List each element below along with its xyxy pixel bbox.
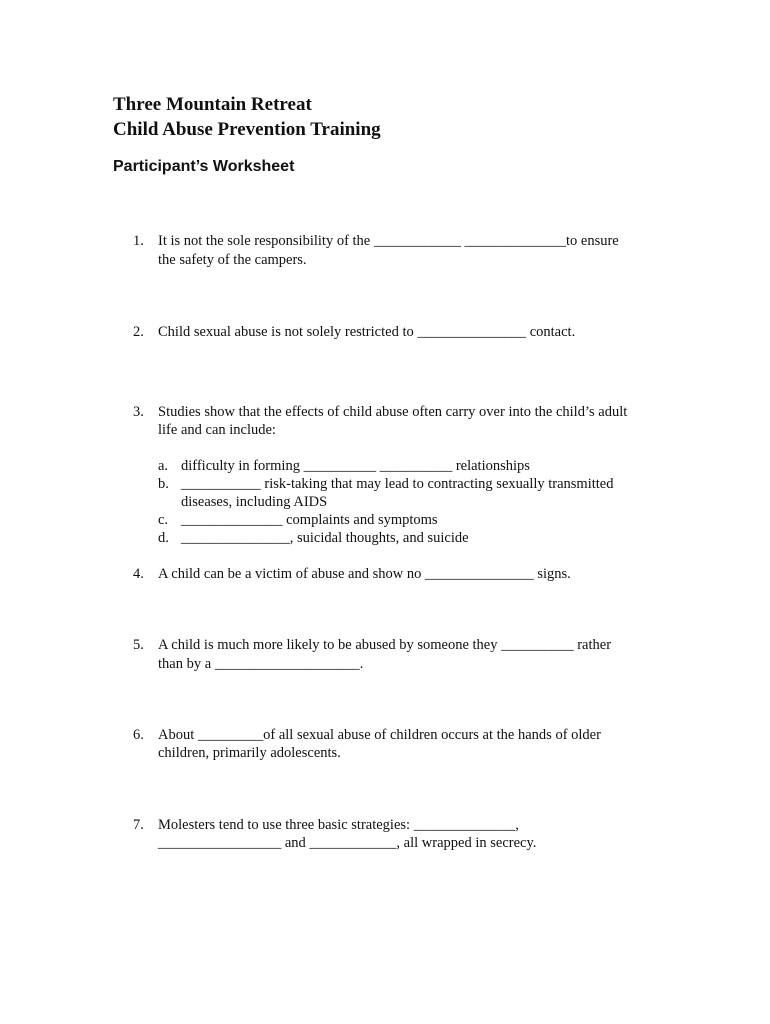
sub-item-label: c.: [158, 512, 169, 528]
question-5: [133, 636, 673, 676]
document-title-line-1: Three Mountain Retreat: [113, 94, 312, 115]
question-text-line: children, primarily adolescents.: [158, 745, 341, 761]
question-number: 3.: [133, 404, 144, 420]
question-text-line: About _________of all sexual abuse of children occurs at the hands of older: [158, 727, 601, 743]
question-text-line: Molesters tend to use three basic strategies: ______________,: [158, 817, 519, 833]
question-text-line: It is not the sole responsibility of the ____________ ______________to ensure: [158, 233, 619, 249]
question-6: [133, 726, 673, 766]
sub-item-label: b.: [158, 476, 169, 492]
sub-item-text-line: ___________ risk-taking that may lead to contracting sexually transmitted: [181, 476, 614, 492]
question-1: [133, 232, 673, 272]
question-text-line: _________________ and ____________, all wrapped in secrecy.: [158, 835, 537, 851]
sub-item-text-line: diseases, including AIDS: [181, 494, 328, 510]
question-4: [133, 565, 673, 585]
sub-item-text-line: ______________ complaints and symptoms: [181, 512, 438, 528]
question-number: 6.: [133, 727, 144, 743]
question-text-line: Child sexual abuse is not solely restricted to _______________ contact.: [158, 324, 576, 340]
question-number: 7.: [133, 817, 144, 833]
question-2: [133, 323, 673, 343]
sub-item-text-line: difficulty in forming __________ __________ relationships: [181, 458, 530, 474]
question-text-line: Studies show that the effects of child abuse often carry over into the child’s adult: [158, 404, 628, 420]
sub-item-label: d.: [158, 530, 169, 546]
question-7: [133, 816, 673, 856]
question-number: 4.: [133, 566, 144, 582]
question-number: 1.: [133, 233, 144, 249]
sub-item-text-line: _______________, suicidal thoughts, and suicide: [181, 530, 469, 546]
document-title-line-2: Child Abuse Prevention Training: [113, 119, 381, 140]
question-text-line: the safety of the campers.: [158, 252, 307, 268]
question-text-line: A child can be a victim of abuse and show no _______________ signs.: [158, 566, 571, 582]
question-text-line: A child is much more likely to be abused by someone they __________ rather: [158, 637, 612, 653]
worksheet-subtitle: Participant’s Worksheet: [113, 158, 295, 175]
question-3: [133, 403, 673, 553]
sub-item-label: a.: [158, 458, 169, 474]
question-number: 5.: [133, 637, 144, 653]
question-text-line: than by a ____________________.: [158, 656, 364, 672]
question-text-line: life and can include:: [158, 422, 276, 438]
question-number: 2.: [133, 324, 144, 340]
